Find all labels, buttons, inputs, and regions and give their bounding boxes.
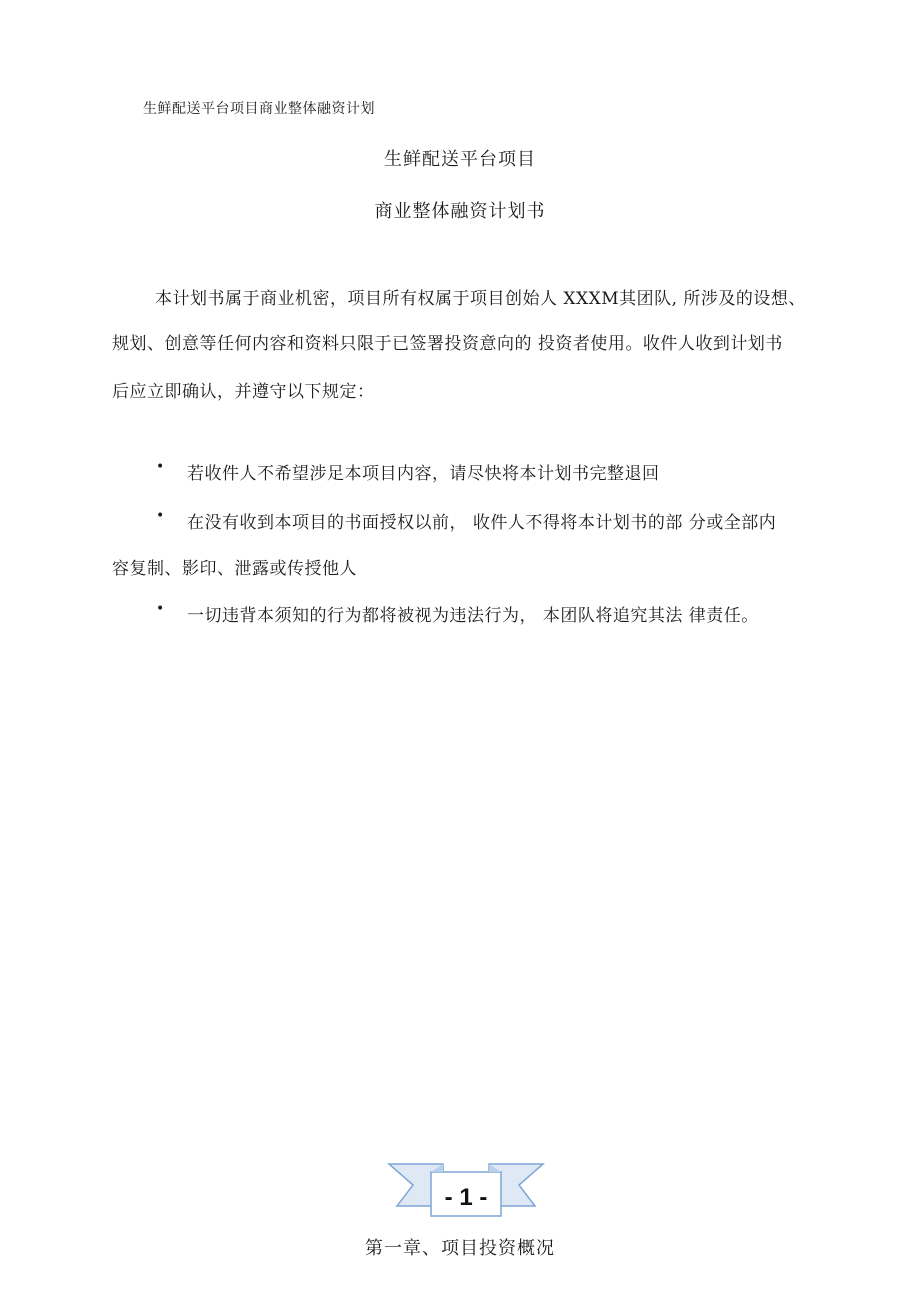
bullet-icon: • [156,459,165,475]
intro-paragraph-line-3: 后应立即确认，并遵守以下规定： [112,382,375,402]
intro-paragraph-line-1: 本计划书属于商业机密，项目所有权属于项目创始人 XXXM其团队, 所涉及的设想、 [155,289,806,309]
running-header: 生鲜配送平台项目商业整体融资计划 [143,101,375,117]
list-item-continuation: 容复制、影印、泄露或传授他人 [112,559,357,579]
list-item-text: 在没有收到本项目的书面授权以前， 收件人不得将本计划书的部 分或全部内 [187,513,777,533]
list-item-text: 若收件人不希望涉足本项目内容，请尽快将本计划书完整退回 [187,464,660,484]
document-title-line-2: 商业整体融资计划书 [374,201,546,222]
page-number: - 1 - [444,1184,488,1211]
intro-paragraph-line-2: 规划、创意等任何内容和资料只限于已签署投资意向的 投资者使用。收件人收到计划书 [112,334,783,354]
list-item-text: 一切违背本须知的行为都将被视为违法行为， 本团队将追究其法 律责任。 [187,606,759,626]
document-title-line-1: 生鲜配送平台项目 [384,149,536,170]
bullet-icon: • [156,508,165,524]
chapter-heading: 第一章、项目投资概况 [365,1238,555,1259]
bullet-icon: • [156,601,165,617]
page-number-badge [385,1160,547,1220]
